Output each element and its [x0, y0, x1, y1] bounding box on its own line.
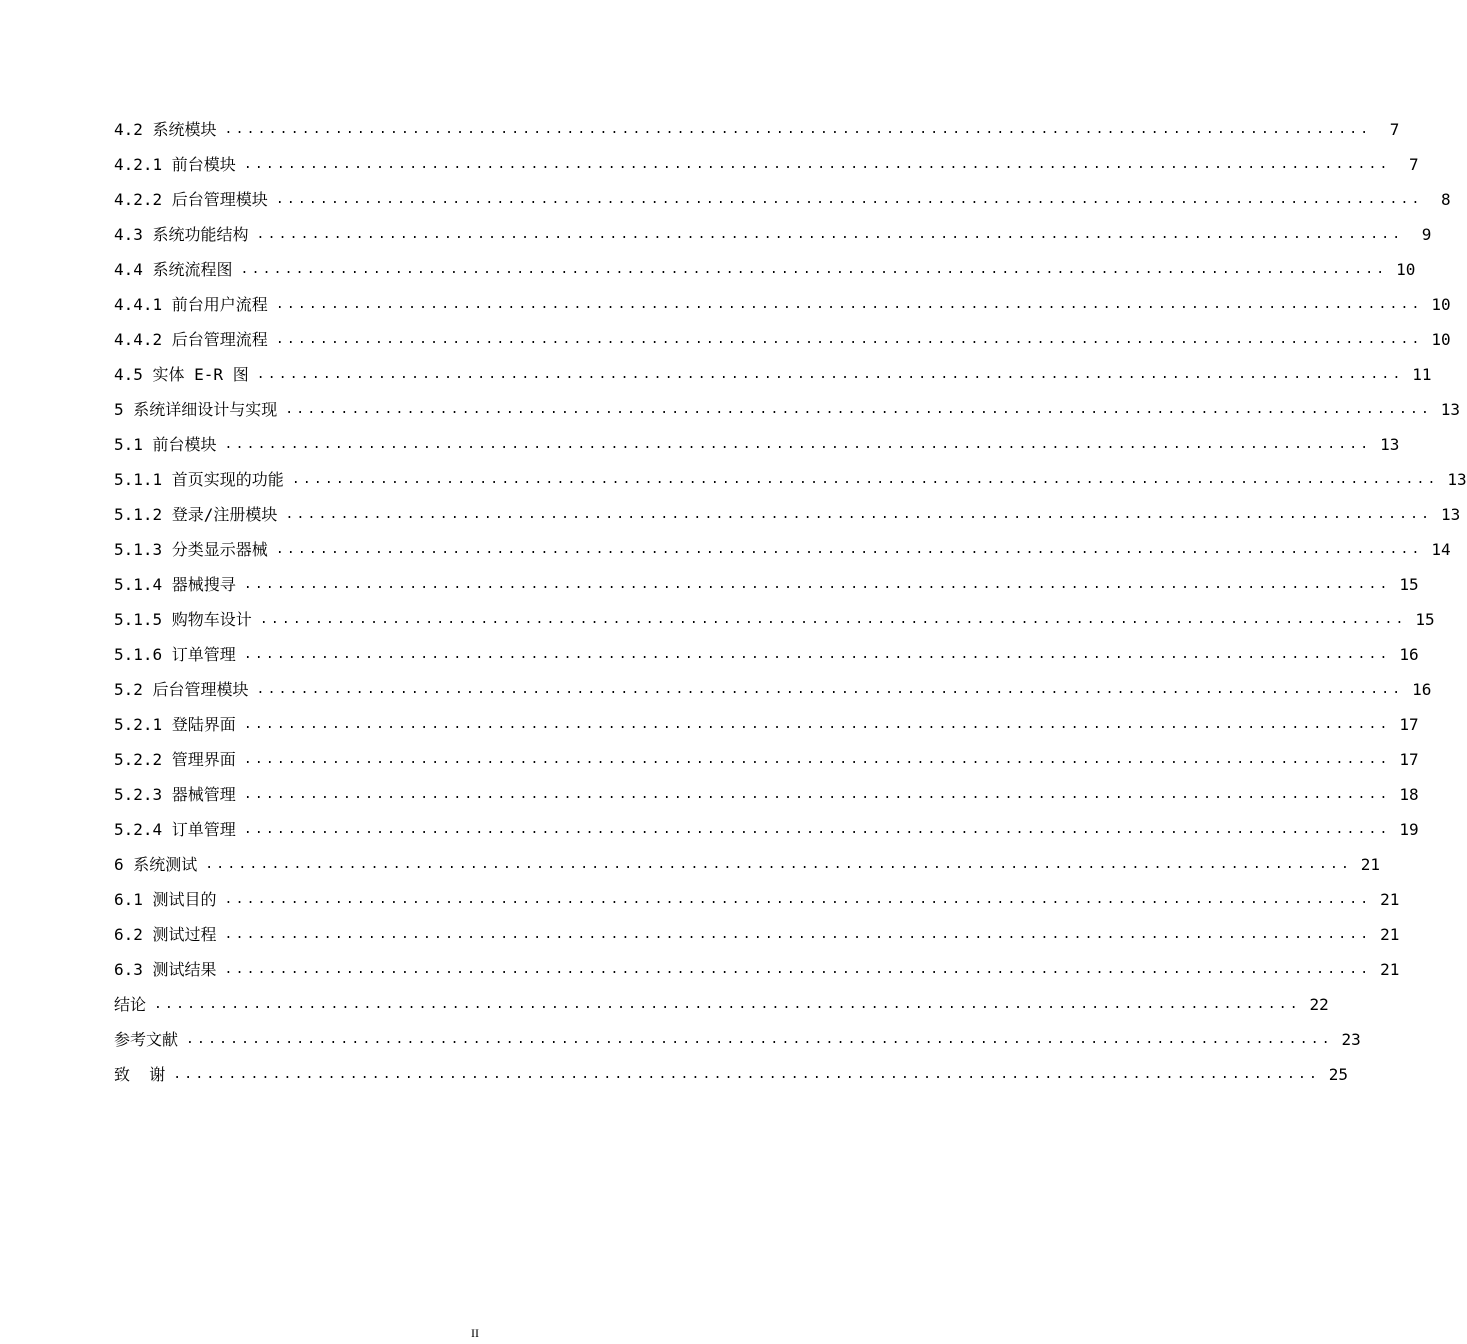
toc-leader-dots: ........................................................................................................: [243, 822, 1391, 837]
toc-entry-title: 5.2 后台管理模块: [114, 680, 249, 699]
toc-entry[interactable]: [114, 497, 1461, 532]
toc-leader-dots: ........................................................................................................: [291, 472, 1439, 487]
toc-leader-dots: ........................................................................................................: [205, 857, 1353, 872]
toc-entry[interactable]: [114, 567, 1419, 602]
toc-entry-page: 23: [1341, 1030, 1361, 1049]
table-of-contents: [114, 112, 1467, 1092]
toc-entry-title: 5.1.1 首页实现的功能: [114, 470, 284, 489]
toc-entry-page: 21: [1380, 925, 1400, 944]
toc-entry[interactable]: [114, 917, 1400, 952]
toc-entry[interactable]: [114, 952, 1400, 987]
toc-entry-title: 5 系统详细设计与实现: [114, 400, 278, 419]
toc-leader-dots: ........................................................................................................: [224, 927, 1372, 942]
toc-entry-page: 11: [1412, 365, 1432, 384]
toc-entry[interactable]: [114, 707, 1419, 742]
toc-entry[interactable]: [114, 602, 1435, 637]
toc-entry[interactable]: [114, 322, 1451, 357]
toc-entry[interactable]: [114, 532, 1451, 567]
toc-leader-dots: ........................................................................................................: [173, 1067, 1321, 1082]
toc-leader-dots: ........................................................................................................: [224, 437, 1372, 452]
toc-leader-dots: ........................................................................................................: [243, 157, 1391, 172]
toc-entry-page: 17: [1399, 750, 1419, 769]
toc-entry[interactable]: [114, 1022, 1361, 1057]
toc-entry-page: 7: [1408, 155, 1419, 174]
toc-entry-page: 21: [1380, 960, 1400, 979]
toc-entry-title: 4.4.1 前台用户流程: [114, 295, 268, 314]
toc-entry[interactable]: [114, 427, 1400, 462]
toc-leader-dots: ........................................................................................................: [243, 717, 1391, 732]
toc-leader-dots: ........................................................................................................: [285, 402, 1433, 417]
toc-leader-dots: ........................................................................................................: [256, 227, 1404, 242]
toc-entry[interactable]: [114, 777, 1419, 812]
toc-entry-title: 4.2 系统模块: [114, 120, 217, 139]
toc-entry-title: 6.3 测试结果: [114, 960, 217, 979]
toc-leader-dots: ........................................................................................................: [224, 962, 1372, 977]
toc-entry-title: 5.2.3 器械管理: [114, 785, 236, 804]
toc-entry[interactable]: [114, 287, 1451, 322]
toc-leader-dots: ........................................................................................................: [224, 892, 1372, 907]
toc-entry[interactable]: [114, 1057, 1349, 1092]
toc-entry-title: 5.1.2 登录/注册模块: [114, 505, 278, 524]
toc-entry-title: 5.1.5 购物车设计: [114, 610, 252, 629]
toc-entry-page: 9: [1421, 225, 1432, 244]
toc-leader-dots: ........................................................................................................: [259, 612, 1407, 627]
toc-entry-page: 13: [1447, 470, 1467, 489]
toc-leader-dots: ........................................................................................................: [224, 122, 1372, 137]
toc-entry-title: 参考文献: [114, 1030, 179, 1049]
toc-entry-title: 4.2.2 后台管理模块: [114, 190, 268, 209]
toc-leader-dots: ........................................................................................................: [243, 752, 1391, 767]
toc-leader-dots: ........................................................................................................: [275, 297, 1423, 312]
toc-leader-dots: ........................................................................................................: [256, 682, 1404, 697]
toc-entry-title: 致 谢: [114, 1065, 166, 1084]
toc-entry[interactable]: [114, 217, 1432, 252]
toc-entry[interactable]: [114, 112, 1400, 147]
toc-entry-page: 18: [1399, 785, 1419, 804]
toc-entry-page: 8: [1440, 190, 1451, 209]
toc-entry-title: 4.4 系统流程图: [114, 260, 233, 279]
toc-leader-dots: ........................................................................................................: [186, 1032, 1333, 1047]
toc-entry[interactable]: [114, 742, 1419, 777]
toc-entry-title: 5.1.6 订单管理: [114, 645, 236, 664]
toc-leader-dots: ........................................................................................................: [285, 507, 1433, 522]
toc-entry-page: 25: [1328, 1065, 1349, 1084]
toc-entry-page: 10: [1431, 330, 1451, 349]
toc-entry[interactable]: [114, 847, 1381, 882]
toc-entry-title: 结论: [114, 995, 147, 1014]
toc-entry-title: 5.1 前台模块: [114, 435, 217, 454]
toc-entry-page: 16: [1412, 680, 1432, 699]
toc-entry-page: 10: [1396, 260, 1416, 279]
toc-entry-title: 5.2.4 订单管理: [114, 820, 236, 839]
page-number-footer: II: [471, 1326, 479, 1340]
toc-entry-page: 22: [1309, 995, 1329, 1014]
toc-entry-title: 5.1.3 分类显示器械: [114, 540, 268, 559]
toc-entry-page: 17: [1399, 715, 1419, 734]
toc-leader-dots: ........................................................................................................: [243, 787, 1391, 802]
toc-leader-dots: ........................................................................................................: [243, 577, 1391, 592]
toc-leader-dots: ........................................................................................................: [243, 647, 1391, 662]
toc-leader-dots: ........................................................................................................: [240, 262, 1388, 277]
toc-entry-title: 6.2 测试过程: [114, 925, 217, 944]
toc-entry-page: 19: [1399, 820, 1419, 839]
toc-entry-page: 21: [1360, 855, 1381, 874]
toc-entry[interactable]: [114, 882, 1400, 917]
toc-leader-dots: ........................................................................................................: [256, 367, 1404, 382]
toc-entry-page: 21: [1380, 890, 1400, 909]
toc-entry-title: 5.1.4 器械搜寻: [114, 575, 236, 594]
toc-entry-page: 13: [1380, 435, 1400, 454]
toc-entry-page: 14: [1431, 540, 1451, 559]
toc-entry-page: 15: [1399, 575, 1419, 594]
toc-entry-title: 6 系统测试: [114, 855, 198, 874]
toc-entry-title: 6.1 测试目的: [114, 890, 217, 909]
toc-entry[interactable]: [114, 357, 1432, 392]
toc-entry-page: 15: [1415, 610, 1435, 629]
toc-entry[interactable]: [114, 987, 1329, 1022]
toc-entry[interactable]: [114, 812, 1419, 847]
toc-entry[interactable]: [114, 672, 1432, 707]
toc-leader-dots: ........................................................................................................: [154, 997, 1301, 1012]
toc-entry[interactable]: [114, 462, 1467, 497]
toc-entry-page: 13: [1440, 505, 1461, 524]
toc-entry-page: 16: [1399, 645, 1419, 664]
toc-entry[interactable]: [114, 252, 1416, 287]
toc-entry-page: 7: [1389, 120, 1400, 139]
toc-leader-dots: ........................................................................................................: [275, 332, 1423, 347]
toc-entry-page: 13: [1440, 400, 1461, 419]
toc-entry-title: 4.4.2 后台管理流程: [114, 330, 268, 349]
toc-entry-title: 4.2.1 前台模块: [114, 155, 236, 174]
toc-entry[interactable]: [114, 392, 1461, 427]
toc-entry-title: 4.3 系统功能结构: [114, 225, 249, 244]
toc-entry-page: 10: [1431, 295, 1451, 314]
toc-entry-title: 5.2.2 管理界面: [114, 750, 236, 769]
toc-entry-title: 5.2.1 登陆界面: [114, 715, 236, 734]
toc-entry-title: 4.5 实体 E-R 图: [114, 365, 249, 384]
toc-entry[interactable]: [114, 147, 1419, 182]
toc-leader-dots: ........................................................................................................: [275, 192, 1423, 207]
toc-leader-dots: ........................................................................................................: [275, 542, 1423, 557]
toc-entry[interactable]: [114, 182, 1451, 217]
toc-entry[interactable]: [114, 637, 1419, 672]
